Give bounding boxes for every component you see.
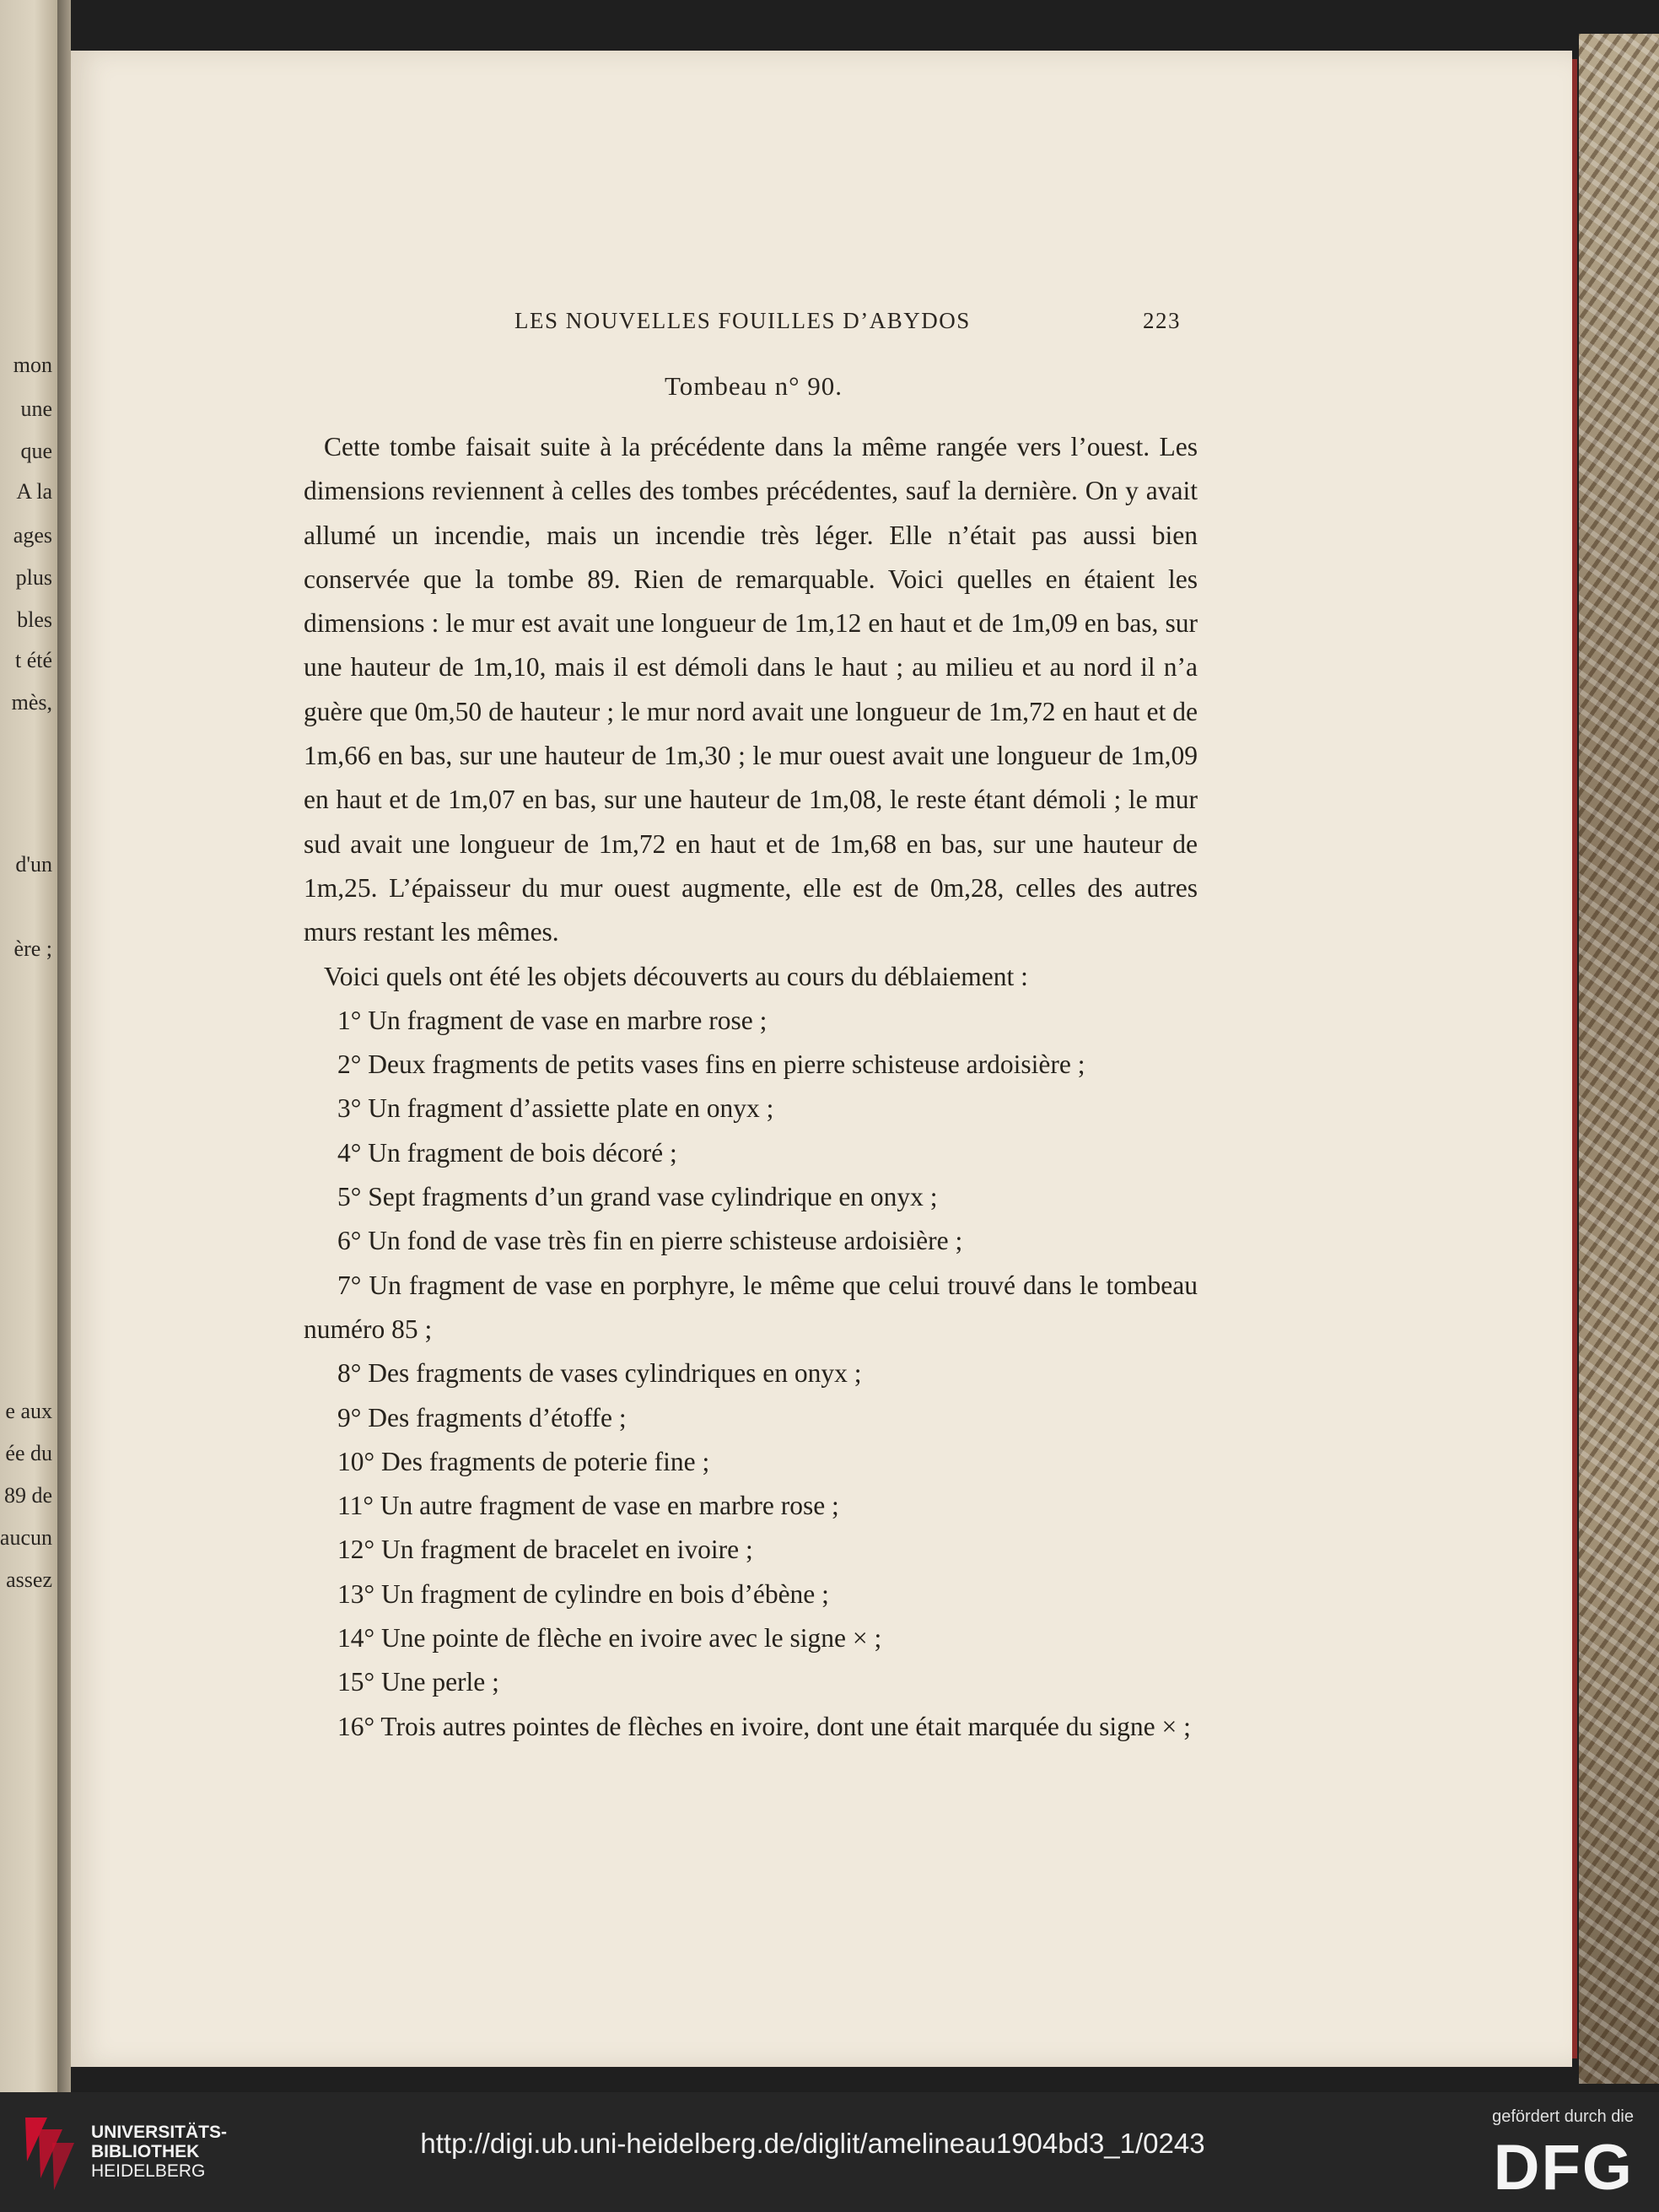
previous-page-fragment: une: [20, 397, 52, 421]
list-item: 5° Sept fragments d’un grand vase cylindrique en onyx ;: [337, 1182, 938, 1212]
previous-page-fragment: e aux: [5, 1399, 52, 1423]
document-url-link[interactable]: http://digi.ub.uni-heidelberg.de/diglit/amelineau1904bd3_1/0243: [420, 2128, 1205, 2159]
list-item: 9° Des fragments d’étoffe ;: [337, 1402, 627, 1432]
previous-page-fragment: assez: [6, 1567, 52, 1592]
dfg-logo: DFG: [1493, 2132, 1634, 2204]
page-number: 223: [1143, 308, 1181, 333]
list-item: 4° Un fragment de bois décoré ;: [337, 1137, 677, 1168]
previous-page-fragment: ère ;: [13, 936, 52, 961]
book-gutter: [57, 0, 71, 2092]
list-item: 14° Une pointe de flèche en ivoire avec le signe × ;: [337, 1623, 882, 1654]
list-item: 13° Un fragment de cylindre en bois d’ébène ;: [337, 1578, 829, 1609]
library-name-line: BIBLIOTHEK: [91, 2142, 200, 2161]
list-item: 1° Un fragment de vase en marbre rose ;: [337, 1005, 768, 1035]
marbled-endpaper: [1579, 34, 1659, 2084]
list-item: 8° Des fragments de vases cylindriques en onyx ;: [337, 1358, 862, 1389]
previous-page-fragment: A la: [16, 479, 52, 504]
previous-page-edge: [0, 0, 57, 2092]
previous-page-fragment: mon: [13, 353, 52, 377]
previous-page-fragment: t été: [14, 648, 52, 672]
previous-page-fragment: 89 de: [3, 1483, 52, 1508]
list-item: 10° Des fragments de poterie fine ;: [337, 1446, 710, 1476]
previous-page-fragment: ages: [13, 523, 52, 548]
list-item: 6° Un fond de vase très fin en pierre schisteuse ardoisière ;: [337, 1226, 963, 1256]
list-item: 7° Un fragment de vase en porphyre, le même que celui trouvé dans le tombeau numéro 85 ;: [304, 1270, 1198, 1344]
paragraph: Cette tombe faisait suite à la précédente dans la même rangée vers l’ouest. Les dimensions reviennent à celles des tombes précédentes, sauf la dernière. On y avait allumé un incendie, mais un incendie très léger. Elle n’était pas aussi bien conservée que la tombe 89. Rien de remarquable. Voici quelles en étaient les dimensions : le mur est avait une longueur de 1m,12 en haut et de 1m,09 en bas, sur une hauteur de 1m,10, mais il est démoli dans le haut ; au milieu et au nord il n’a guère que 0m,50 de hauteur ; le mur nord avait une longueur de 1m,72 en haut et de 1m,66 en bas, sur une hauteur de 1m,30 ; le mur ouest avait une longueur de 1m,09 en haut et de 1m,07 en bas, sur une hauteur de 1m,08, le reste étant démoli ; le mur sud avait une longueur de 1m,72 en haut et de 1m,68 en bas, sur une hauteur de 1m,25. L’épaisseur du mur ouest augmente, elle est de 0m,28, celles des autres murs restant les mêmes.: [304, 432, 1198, 947]
previous-page-fragment: mès,: [11, 690, 52, 715]
section-title: Tombeau n° 90.: [664, 371, 843, 401]
previous-page-fragment: d'un: [15, 852, 52, 877]
viewer-footer: [0, 2092, 1659, 2212]
previous-page-fragment: ée du: [5, 1441, 52, 1465]
library-name-line: HEIDELBERG: [91, 2161, 206, 2181]
list-item: 15° Une perle ;: [337, 1667, 499, 1697]
previous-page-fragment: aucun: [0, 1525, 52, 1550]
red-page-edge: [1572, 59, 1577, 2058]
library-name-line: UNIVERSITÄTS-: [91, 2123, 228, 2142]
list-item: 11° Un autre fragment de vase en marbre rose ;: [337, 1491, 839, 1521]
previous-page-fragment: plus: [15, 565, 52, 590]
previous-page-fragment: bles: [17, 607, 52, 632]
list-item: 2° Deux fragments de petits vases fins en pierre schisteuse ardoisière ;: [337, 1049, 1085, 1080]
list-item: 16° Trois autres pointes de flèches en ivoire, dont une était marquée du signe × ;: [337, 1711, 1191, 1741]
body-text: [304, 425, 1198, 1749]
list-item: 3° Un fragment d’assiette plate en onyx ;: [337, 1093, 774, 1124]
list-item: 12° Un fragment de bracelet en ivoire ;: [337, 1535, 753, 1565]
running-title: LES NOUVELLES FOUILLES D’ABYDOS: [514, 308, 971, 333]
previous-page-fragment: que: [20, 439, 52, 463]
paragraph: Voici quels ont été les objets découverts au cours du déblaiement :: [324, 961, 1028, 991]
funded-by-label: gefördert durch die: [1492, 2107, 1634, 2126]
